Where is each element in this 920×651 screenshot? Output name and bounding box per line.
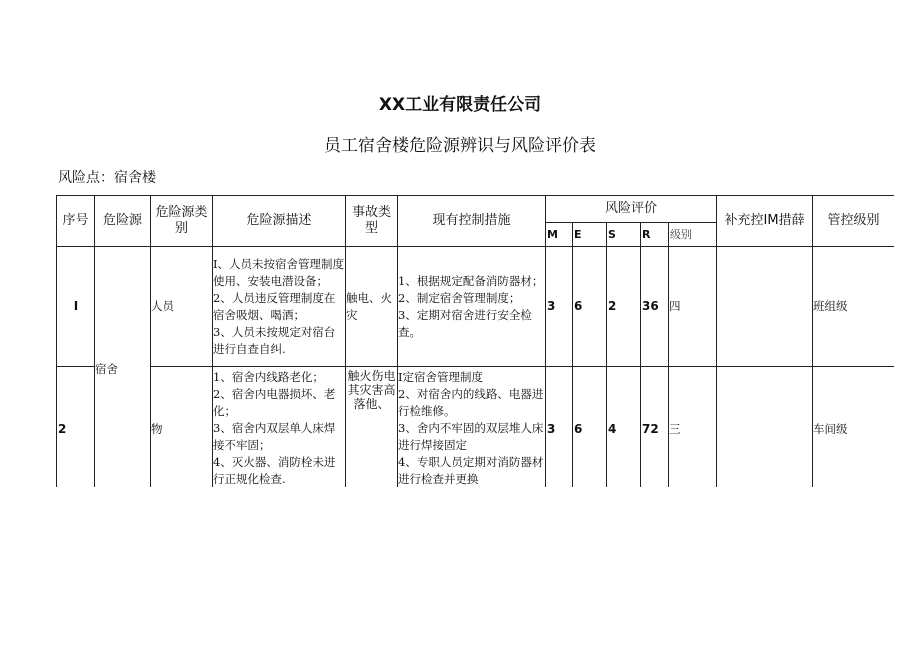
risk-point-label: 风险点：宿舍楼 xyxy=(58,170,156,186)
description-item: 3、人员未按规定对宿台进行自查自纠. xyxy=(213,324,336,356)
row-m: 3 xyxy=(546,247,573,367)
row-control-level: 班组级 xyxy=(813,247,894,367)
row-e: 6 xyxy=(573,247,607,367)
row-accident-type: 触电、火灾 xyxy=(346,247,398,367)
row-category: 人员 xyxy=(151,247,213,367)
description-item: 2、宿舍内电器损坏、老化； xyxy=(213,387,336,418)
row-extra-controls xyxy=(717,247,813,367)
row-grade: 四 xyxy=(669,247,717,367)
row-seq: I xyxy=(57,247,95,367)
row-extra-controls xyxy=(717,367,813,488)
control-item: 1、根据规定配备消防器材； xyxy=(398,273,544,288)
header-accident-type: 事故类型 xyxy=(346,196,398,247)
row-s: 2 xyxy=(607,247,641,367)
header-control-level: 管控级别 xyxy=(813,196,894,247)
row-controls xyxy=(398,247,546,367)
company-title: XX工业有限责任公司 xyxy=(378,95,542,115)
document-title: 员工宿舍楼危险源辨识与风险评价表 xyxy=(324,136,596,156)
header-hazard: 危险源 xyxy=(95,196,151,247)
description-item: 2、人员违反管理制度在宿舍吸烟、喝酒； xyxy=(213,290,336,322)
row-controls xyxy=(398,367,546,488)
control-item: 4、专职人员定期对消防器材进行检查并更换 xyxy=(398,455,544,486)
row-description xyxy=(213,247,346,367)
control-item: I定宿舍管理制度 xyxy=(398,370,484,384)
header-seq: 序号 xyxy=(57,196,95,247)
header-grade: 级别 xyxy=(669,223,717,247)
hazard-group: 宿舍 xyxy=(95,247,151,488)
risk-table-container xyxy=(56,195,894,487)
header-row xyxy=(57,196,895,223)
row-seq: 2 xyxy=(57,367,95,488)
row-m: 3 xyxy=(546,367,573,488)
description-item: I、人员未按宿舍管理制度使用、安装电潜设备； xyxy=(213,256,345,288)
table-row xyxy=(57,367,895,488)
control-item: 2、制定宿舍管理制度； xyxy=(398,290,521,305)
row-r: 36 xyxy=(641,247,669,367)
risk-assessment-table xyxy=(56,195,894,487)
row-s: 4 xyxy=(607,367,641,488)
table-row xyxy=(57,247,895,367)
header-m: M xyxy=(546,223,573,247)
control-item: 3、舍内不牢固的双层堆人床进行焊接固定 xyxy=(398,421,544,452)
header-description: 危险源描述 xyxy=(213,196,346,247)
header-controls: 现有控制措施 xyxy=(398,196,546,247)
row-accident-type: 触火伤电其灾害高落他、 xyxy=(346,367,398,488)
header-r: R xyxy=(641,223,669,247)
description-item: 3、宿舍内双层单人床焊接不牢固； xyxy=(213,421,336,452)
row-e: 6 xyxy=(573,367,607,488)
header-extra-controls: 补充控IM措薛 xyxy=(717,196,813,247)
header-category: 危险源类别 xyxy=(151,196,213,247)
row-category: 物 xyxy=(151,367,213,488)
row-r: 72 xyxy=(641,367,669,488)
row-control-level: 车间级 xyxy=(813,367,894,488)
row-description xyxy=(213,367,346,488)
control-item: 2、对宿舍内的线路、电器进行检维修。 xyxy=(398,387,544,418)
header-risk-eval: 风险评价 xyxy=(546,196,717,223)
description-item: 4、灭火器、消防栓未进行正规化检查. xyxy=(213,455,336,486)
header-s: S xyxy=(607,223,641,247)
row-grade: 三 xyxy=(669,367,717,488)
header-e: E xyxy=(573,223,607,247)
description-item: 1、宿舍内线路老化； xyxy=(213,370,324,384)
control-item: 3、定期对宿舍进行安全检查。 xyxy=(398,307,532,339)
